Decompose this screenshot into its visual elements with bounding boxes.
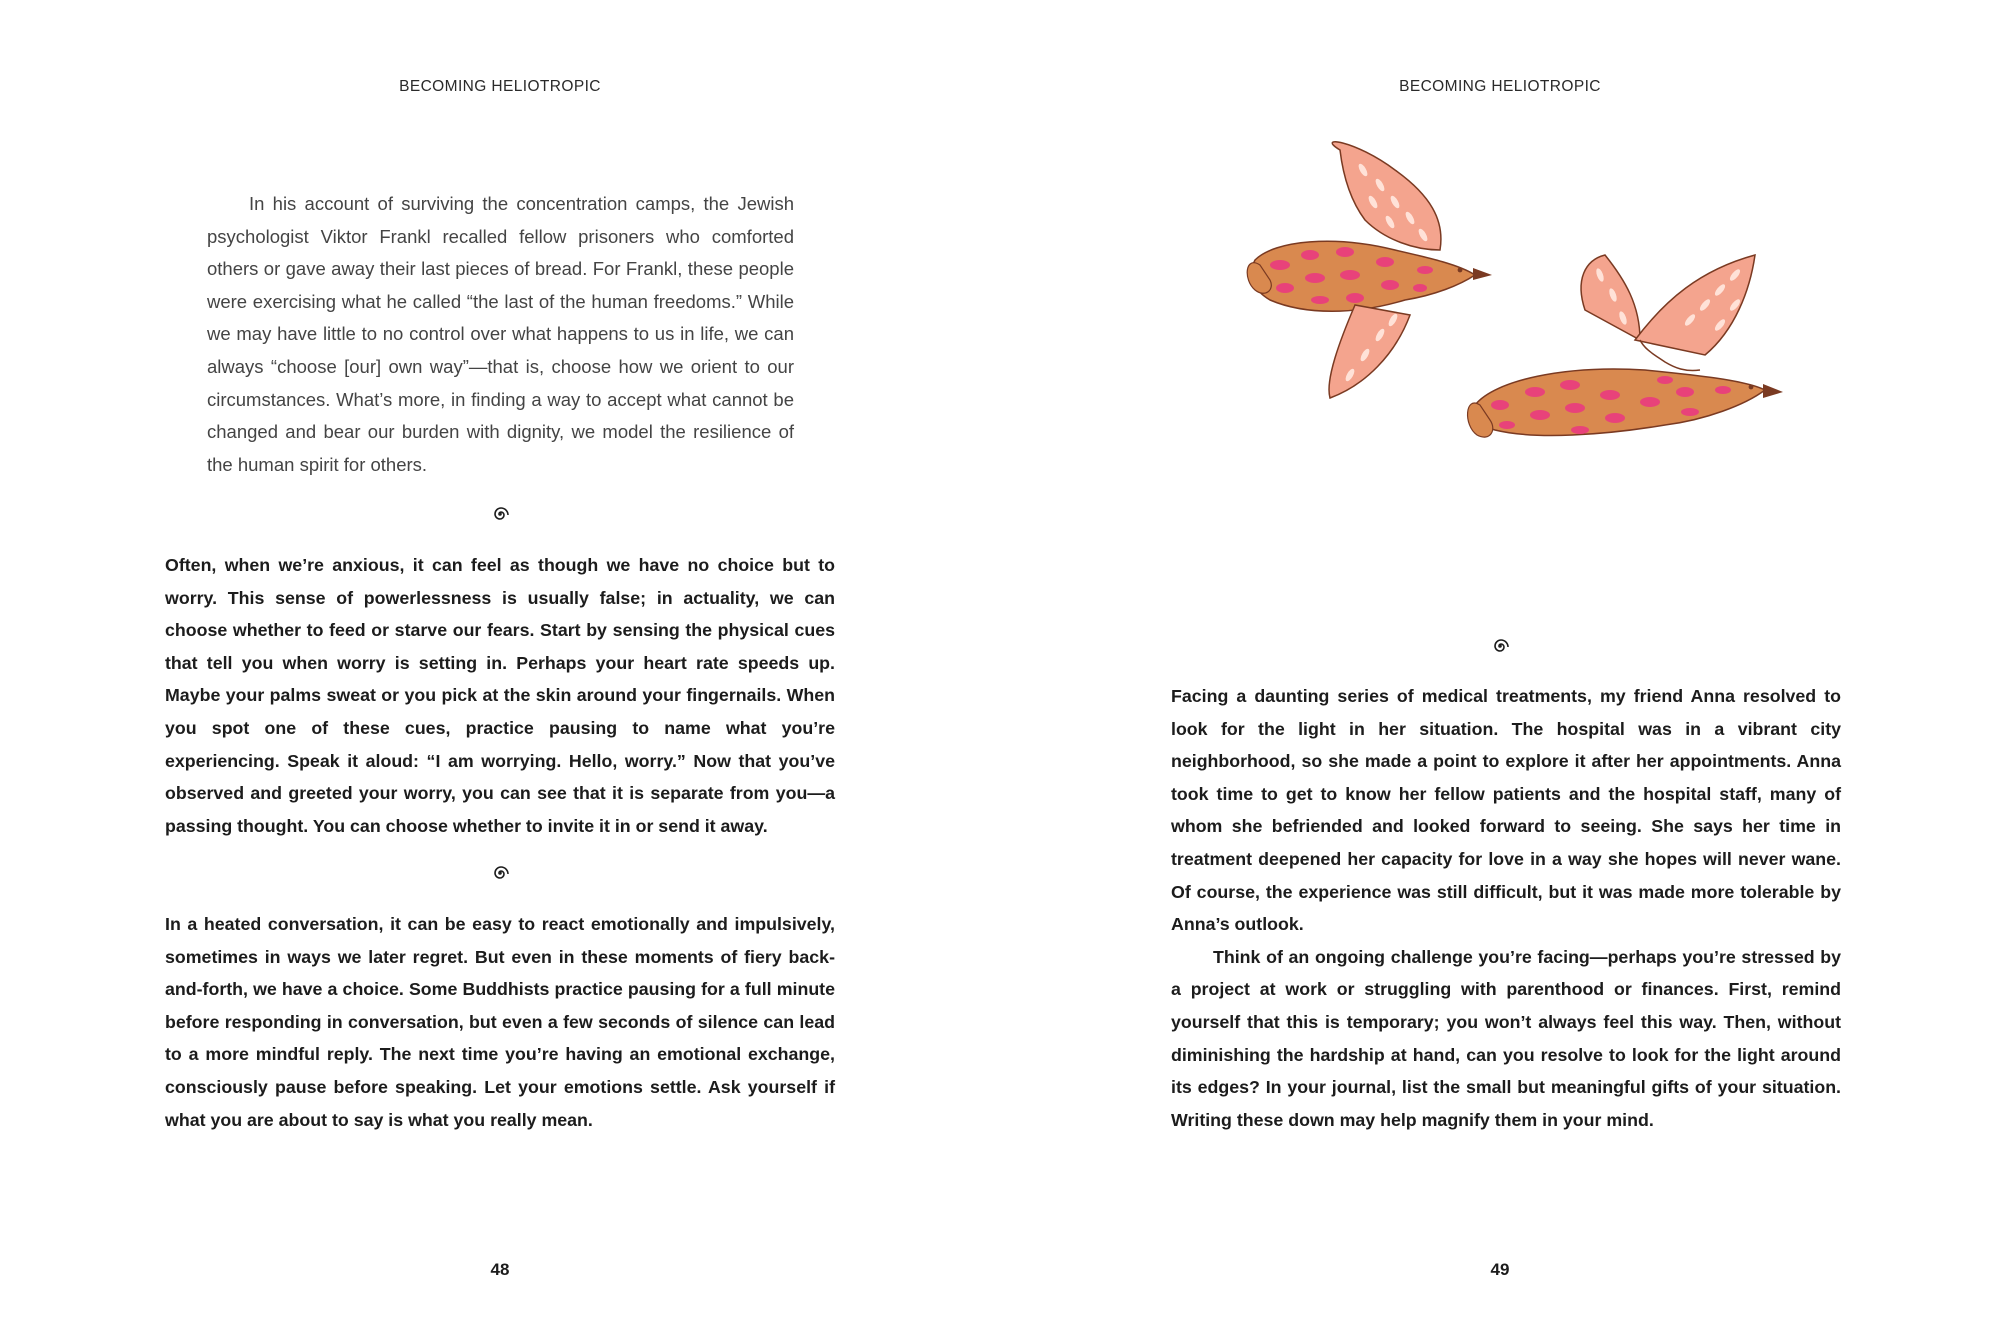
- page-number: 48: [490, 1260, 510, 1279]
- anna-paragraph: Facing a daunting series of medical treatments, my friend Anna resolved to look for the light in her situation. The hospital was in a vibrant city neighborhood, so she made a point to explore it after her appointments. Anna took time to get to know her fellow patients and the hospital staff, many of whom she befriended and looked forward to seeing. She says her time in treatment deepened her capacity for love in a way she hopes will never wane. Of course, the experience was still difficult, but it was made more tolerable by Anna’s outlook.: [1171, 686, 1841, 935]
- worry-paragraph: Often, when we’re anxious, it can feel as though we have no choice but to worry. This sense of powerlessness is usually false; in actuality, we can choose whether to feed or starve our fears. Start by sensing the physical cues that tell you when worry is setting in. Perhaps your heart rate speeds up. Maybe your palms sweat or you pick at the skin around your fingernails. When you spot one of these cues, practice pausing to name what you’re experiencing. Speak it aloud: “I am worrying. Hello, worry.” Now that you’ve observed and greeted your worry, you can see that it is separate from you—a passing thought. You can choose whether to invite it in or send it away.: [165, 555, 835, 836]
- anna-section: [1171, 680, 1841, 1136]
- worry-section: [165, 549, 835, 842]
- page-number: 49: [1490, 1260, 1510, 1279]
- bird-illustration-1: [1247, 142, 1492, 398]
- running-head: BECOMING HELIOTROPIC: [1399, 78, 1601, 95]
- bird-illustration-2: [1468, 255, 1783, 437]
- challenge-paragraph: Think of an ongoing challenge you’re facing—perhaps you’re stressed by a project at work or struggling with parenthood or finances. First, remind yourself that this is temporary; you won’t always feel this way. Then, without diminishing the hardship at hand, can you resolve to look for the light around its edges? In your journal, list the small but meaningful gifts of your situation. Writing these down may help magnify them in your mind.: [1171, 946, 1841, 1130]
- frankl-quote-paragraph: [207, 188, 794, 481]
- quote-text: In his account of surviving the concentration camps, the Jewish psychologist Viktor Frankl recalled fellow prisoners who comforted others or gave away their last pieces of bread. For Frankl, these people were exercising what he called “the last of the human freedoms.” While we may have little to no control over what happens to us in life, we can always “choose [our] own way”—that is, choose how we orient to our circumstances. What’s more, in finding a way to accept what cannot be changed and bear our burden with dignity, we model the resilience of the human spirit for others.: [207, 193, 794, 475]
- two-birds-illustration: [1245, 140, 1805, 490]
- running-head: BECOMING HELIOTROPIC: [399, 78, 601, 95]
- conversation-paragraph: In a heated conversation, it can be easy to react emotionally and impulsively, sometimes in ways we later regret. But even in these moments of fiery back-and-forth, we have a choice. Some Buddhists practice pausing for a full minute before responding in conversation, but even a few seconds of silence can lead to a more mindful reply. The next time you’re having an emotional exchange, consciously pause before speaking. Let your emotions settle. Ask yourself if what you are about to say is what you really mean.: [165, 914, 835, 1130]
- conversation-section: [165, 908, 835, 1136]
- spiral-ornament-icon: [490, 863, 510, 883]
- spiral-ornament-icon: [1490, 636, 1510, 656]
- right-page: [1000, 0, 2000, 1335]
- spiral-ornament-icon: [490, 504, 510, 524]
